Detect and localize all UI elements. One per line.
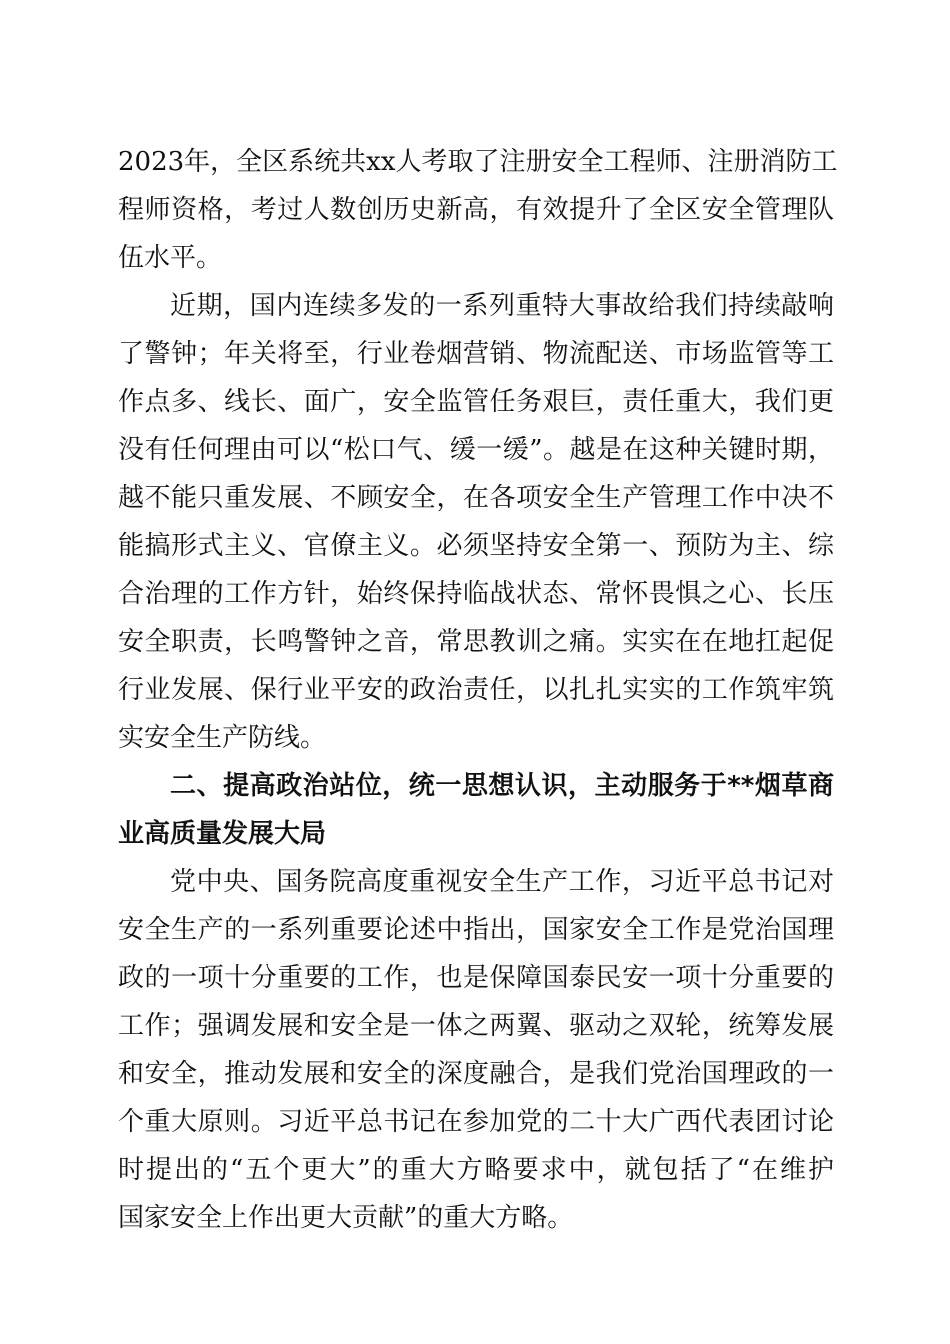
text-line: 国家安全上作出更大贡献”的重大方略。 (118, 1203, 574, 1233)
text-line: 和安全，推动发展和安全的深度融合，是我们党治国理政的一 (118, 1059, 834, 1089)
text-line: 合治理的工作方针，始终保持临战状态、常怀畏惧之心、长压 (118, 579, 834, 609)
paragraph-1 (118, 138, 838, 282)
text-line: 个重大原则。习近平总书记在参加党的二十大广西代表团讨论 (118, 1107, 834, 1137)
paragraph-2 (118, 282, 834, 762)
text-line: 2023年，全区系统共xx人考取了注册安全工程师、注册消防工 (118, 147, 838, 177)
text-line: 政的一项十分重要的工作，也是保障国泰民安一项十分重要的 (118, 963, 834, 993)
paragraph-3 (118, 858, 834, 1242)
text-line: 安全生产的一系列重要论述中指出，国家安全工作是党治国理 (118, 915, 834, 945)
section-heading (118, 762, 834, 858)
text-line: 安全职责，长鸣警钟之音，常思教训之痛。实实在在地扛起促 (118, 627, 834, 657)
text-line: 越不能只重发展、不顾安全，在各项安全生产管理工作中决不 (118, 483, 834, 513)
text-line: 行业发展、保行业平安的政治责任，以扎扎实实的工作筑牢筑 (118, 675, 834, 705)
text-line: 工作；强调发展和安全是一体之两翼、驱动之双轮，统筹发展 (118, 1011, 834, 1041)
document-page (118, 138, 838, 1242)
text-line: 没有任何理由可以“松口气、缓一缓”。越是在这种关键时期， (118, 435, 834, 465)
heading-line: 二、提高政治站位，统一思想认识，主动服务于**烟草商 (170, 771, 834, 801)
text-line: 伍水平。 (118, 243, 223, 273)
text-line: 作点多、线长、面广，安全监管任务艰巨，责任重大，我们更 (118, 387, 834, 417)
text-line: 时提出的“五个更大”的重大方略要求中，就包括了“在维护 (118, 1155, 834, 1185)
text-line: 近期，国内连续多发的一系列重特大事故给我们持续敲响 (170, 291, 834, 321)
text-line: 程师资格，考过人数创历史新高，有效提升了全区安全管理队 (118, 195, 834, 225)
text-line: 实安全生产防线。 (118, 723, 327, 753)
text-line: 能搞形式主义、官僚主义。必须坚持安全第一、预防为主、综 (118, 531, 834, 561)
heading-line: 业高质量发展大局 (118, 819, 327, 849)
text-line: 党中央、国务院高度重视安全生产工作，习近平总书记对 (170, 867, 834, 897)
text-line: 了警钟；年关将至，行业卷烟营销、物流配送、市场监管等工 (118, 339, 834, 369)
